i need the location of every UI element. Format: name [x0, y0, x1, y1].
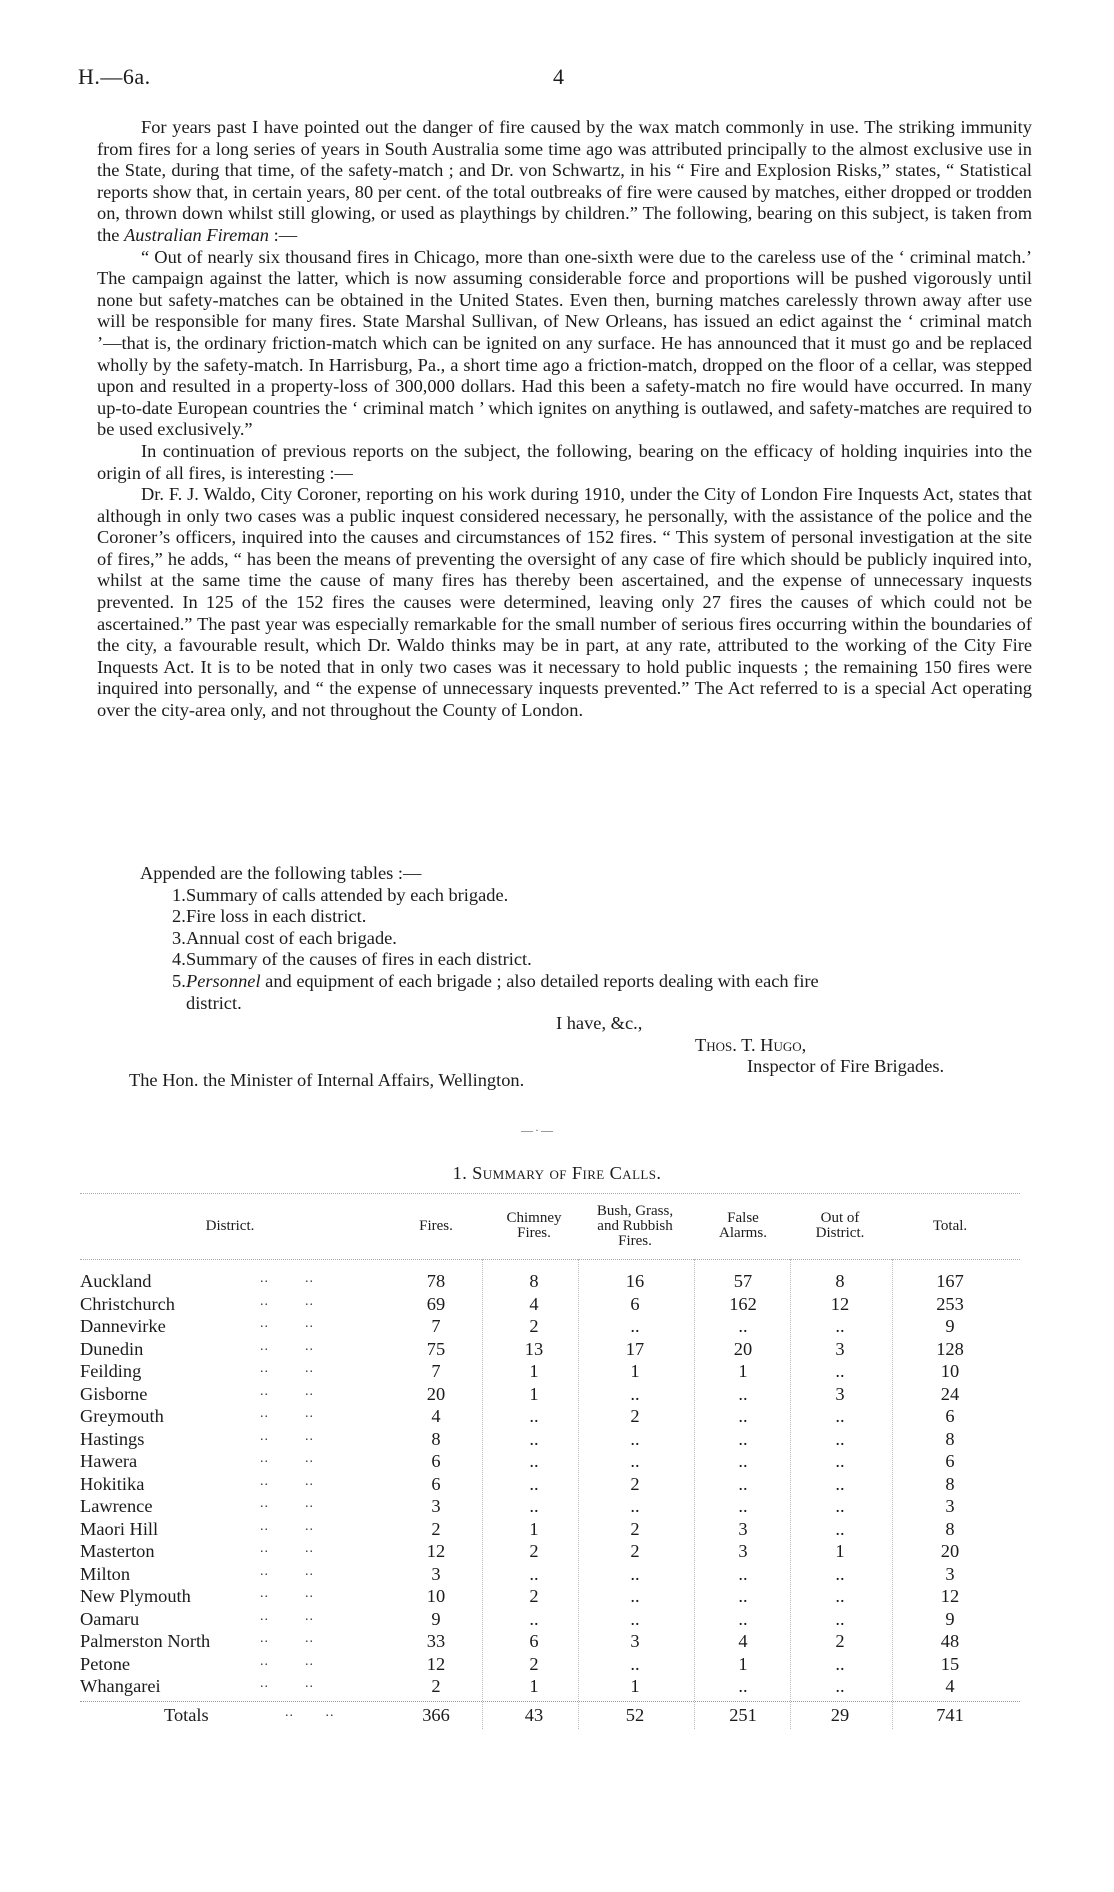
cell-total: 12: [940, 1586, 960, 1606]
fire-calls-table: [80, 1195, 1020, 1729]
paragraph-chicago-quote: “ Out of nearly six thousand fires in Chicago, more than one-sixth were due to the careless use of the ‘ criminal match.’ The campaign against the latter, which is now assuming considerable force and proportions will be pushed vigorously until none but safety-matches can be obtained in the United States. Even then, burning matches carelessly thrown away after use will be responsible for many fires. State Marshal Sullivan, of New Orleans, has issued an edict against the ‘ criminal match ’—that is, the ordinary friction-match which can be ignited on any surface. He has announced that it must go and be replaced wholly by the safety-match. In Harrisburg, Pa., a short time ago a friction-match, dropped on the floor of a cellar, was stepped upon and resulted in a property-loss of 300,000 dollars. Had this been a safety-match no fire would have occurred. In many up-to-date European countries the ‘ criminal match ’ which ignites on anything is outlawed, and safety-matches are required to be used exclusively.”: [97, 246, 1032, 440]
signoff-closing: I have, &c.,: [556, 1013, 643, 1033]
header-fires: Fires.: [419, 1217, 453, 1234]
cell-total: 10: [940, 1361, 960, 1381]
addressee: The Hon. the Minister of Internal Affairs, Wellington.: [129, 1070, 525, 1090]
leader-dots: .. ..: [260, 1541, 314, 1556]
leader-dots: .. ..: [260, 1608, 314, 1624]
cell-false-alarms: 162: [729, 1293, 757, 1314]
cell-fires: 6: [431, 1451, 441, 1471]
list-item-continuation: district.: [186, 992, 242, 1013]
cell-district: Dunedin: [80, 1338, 144, 1359]
cell-district: Maori Hill: [80, 1518, 159, 1539]
cell-bush: ..: [630, 1451, 640, 1471]
header-bush-line: Bush, Grass,: [596, 1202, 674, 1219]
cell-out-of-district: 2: [835, 1631, 845, 1651]
cell-chimney: 1: [529, 1383, 539, 1404]
list-item-text: Summary of the causes of fires in each district.: [186, 949, 532, 970]
leader-dots: .. ..: [260, 1383, 314, 1399]
table-row: [80, 1361, 1020, 1384]
cell-total: 8: [945, 1473, 955, 1494]
cell-false-alarms: ..: [738, 1451, 748, 1471]
cell-district: Auckland: [80, 1271, 152, 1291]
cell-bush: ..: [630, 1608, 640, 1629]
totals-rule: [80, 1701, 1020, 1702]
cell-false-alarms: 1: [738, 1361, 748, 1381]
tables-intro: Appended are the following tables :—: [140, 863, 422, 883]
cell-fires: 3: [431, 1496, 441, 1516]
cell-bush: ..: [630, 1428, 640, 1449]
cell-chimney: 2: [529, 1316, 539, 1336]
cell-district: Lawrence: [80, 1496, 153, 1516]
table-row: [80, 1519, 1020, 1542]
header-out-line: District.: [815, 1225, 865, 1241]
leader-dots: .. ..: [260, 1428, 314, 1444]
leader-dots: .. ..: [260, 1316, 314, 1331]
cell-district: Masterton: [80, 1541, 155, 1561]
cell-district: Christchurch: [80, 1293, 175, 1314]
cell-out-of-district: ..: [835, 1496, 845, 1516]
column-separator: [790, 1259, 791, 1729]
cell-false-alarms: ..: [738, 1608, 748, 1629]
cell-chimney: 1: [529, 1676, 539, 1696]
cell-out-of-district: ..: [835, 1608, 845, 1629]
cell-total: 6: [945, 1451, 955, 1471]
cell-total: 3: [945, 1496, 955, 1516]
leader-dots: .. ..: [260, 1653, 314, 1669]
table-row: [80, 1406, 1020, 1429]
leader-dots: .. ..: [285, 1704, 335, 1720]
column-separator: [578, 1259, 579, 1729]
leader-dots: .. ..: [260, 1293, 314, 1309]
cell-chimney: ..: [529, 1496, 539, 1516]
cell-fires: 4: [431, 1406, 441, 1426]
cell-chimney: ..: [529, 1563, 539, 1584]
source-title: Australian Fireman: [124, 224, 269, 245]
table-row: [80, 1316, 1020, 1339]
column-separator: [694, 1259, 695, 1729]
cell-out-of-district: ..: [835, 1653, 845, 1674]
table-row: [80, 1676, 1020, 1699]
cell-out-of-district: ..: [835, 1518, 845, 1539]
paragraph-inquiries: In continuation of previous reports on the subject, the following, bearing on the efficacy of holding inquiries into the origin of all fires, is interesting :—: [97, 440, 1032, 483]
cell-out-of-district: ..: [835, 1473, 845, 1494]
table-row: [80, 1654, 1020, 1677]
list-item: 5. Personnel and equipment of each brigade ; also detailed reports dealing with each fire district.: [172, 970, 819, 1013]
cell-false-alarms: ..: [738, 1383, 748, 1404]
cell-bush: 2: [630, 1541, 640, 1561]
cell-bush: 17: [625, 1338, 645, 1359]
cell-district: Greymouth: [80, 1406, 164, 1426]
totals-out-of-district: 29: [830, 1704, 850, 1725]
cell-fires: 7: [431, 1361, 441, 1381]
cell-out-of-district: 8: [835, 1271, 845, 1291]
page-number: 4: [553, 64, 564, 89]
cell-total: 4: [945, 1676, 955, 1696]
cell-false-alarms: ..: [738, 1428, 748, 1449]
list-item-text: Fire loss in each district.: [186, 906, 367, 927]
cell-chimney: 4: [529, 1293, 539, 1314]
cell-district: Whangarei: [80, 1676, 161, 1696]
header-false-line: Alarms.: [719, 1225, 767, 1241]
leader-dots: .. ..: [260, 1473, 314, 1489]
cell-chimney: ..: [529, 1406, 539, 1426]
cell-out-of-district: 12: [830, 1293, 850, 1314]
cell-bush: ..: [630, 1383, 640, 1404]
appended-tables-list: [140, 863, 1040, 1014]
cell-total: 48: [940, 1631, 960, 1651]
cell-bush: 3: [630, 1631, 640, 1651]
cell-chimney: 2: [529, 1541, 539, 1561]
leader-dots: .. ..: [260, 1361, 314, 1376]
cell-fires: 9: [431, 1608, 441, 1629]
cell-out-of-district: 1: [835, 1541, 845, 1561]
table-row: [80, 1609, 1020, 1632]
list-item-emphasis: Personnel: [186, 970, 261, 991]
cell-chimney: 2: [529, 1586, 539, 1606]
header-false-alarms: [698, 1195, 788, 1257]
cell-district: Gisborne: [80, 1383, 148, 1404]
cell-bush: 2: [630, 1473, 640, 1494]
cell-out-of-district: ..: [835, 1563, 845, 1584]
cell-chimney: ..: [529, 1608, 539, 1629]
cell-out-of-district: ..: [835, 1316, 845, 1336]
cell-total: 8: [945, 1518, 955, 1539]
header-chimney: [490, 1195, 578, 1257]
list-item: 4. Summary of the causes of fires in each district.: [172, 949, 532, 970]
cell-out-of-district: 3: [835, 1383, 845, 1404]
totals-false-alarms: 251: [729, 1704, 757, 1725]
header-bush: [580, 1195, 690, 1257]
cell-false-alarms: ..: [738, 1676, 748, 1696]
cell-out-of-district: ..: [835, 1586, 845, 1606]
list-item-text-wrap: [176, 971, 819, 1014]
header-bush-line: and Rubbish: [597, 1217, 673, 1234]
totals-total: 741: [936, 1704, 964, 1725]
cell-false-alarms: 57: [733, 1271, 753, 1291]
cell-fires: 78: [426, 1271, 446, 1291]
cell-total: 15: [940, 1653, 960, 1674]
cell-district: Feilding: [80, 1361, 142, 1381]
cell-total: 167: [936, 1271, 964, 1291]
cell-fires: 75: [426, 1338, 446, 1359]
cell-false-alarms: 4: [738, 1631, 748, 1651]
header-chimney-line: Chimney: [506, 1210, 562, 1226]
cell-out-of-district: ..: [835, 1451, 845, 1471]
cell-bush: ..: [630, 1496, 640, 1516]
leader-dots: .. ..: [260, 1496, 314, 1511]
cell-district: New Plymouth: [80, 1586, 191, 1606]
leader-dots: .. ..: [260, 1676, 314, 1691]
leader-dots: .. ..: [260, 1631, 314, 1646]
table-row: [80, 1586, 1020, 1609]
table-row: [80, 1631, 1020, 1654]
header-false-line: False: [727, 1210, 759, 1226]
cell-fires: 6: [431, 1473, 441, 1494]
leader-dots: .. ..: [260, 1406, 314, 1421]
cell-fires: 12: [426, 1541, 446, 1561]
leader-dots: .. ..: [260, 1518, 314, 1534]
list-item: 2. Fire loss in each district.: [172, 906, 367, 927]
cell-total: 128: [936, 1338, 964, 1359]
signoff-block: [530, 1013, 944, 1078]
column-separator: [892, 1259, 893, 1729]
cell-total: 3: [945, 1563, 955, 1584]
cell-fires: 7: [431, 1316, 441, 1336]
totals-label: Totals: [164, 1704, 209, 1725]
header-bottom-rule: [80, 1259, 1020, 1260]
totals-row: [80, 1705, 1020, 1729]
cell-fires: 3: [431, 1563, 441, 1584]
table-row: [80, 1429, 1020, 1452]
header-total: Total.: [932, 1217, 968, 1234]
cell-total: 24: [940, 1383, 960, 1404]
totals-bush: 52: [625, 1704, 645, 1725]
leader-dots: .. ..: [260, 1451, 314, 1466]
cell-chimney: ..: [529, 1473, 539, 1494]
table-row: [80, 1496, 1020, 1519]
signoff-name: Thos. T. Hugo,: [695, 1034, 807, 1055]
cell-out-of-district: ..: [835, 1428, 845, 1449]
cell-false-alarms: 3: [738, 1541, 748, 1561]
cell-chimney: ..: [529, 1451, 539, 1471]
cell-false-alarms: ..: [738, 1406, 748, 1426]
cell-out-of-district: ..: [835, 1406, 845, 1426]
list-item: 3. Annual cost of each brigade.: [172, 927, 397, 948]
paragraph-text-end: :—: [269, 224, 298, 245]
table-header: [80, 1195, 1020, 1257]
cell-out-of-district: ..: [835, 1676, 845, 1696]
cell-false-alarms: ..: [738, 1316, 748, 1336]
header-bush-line: Fires.: [618, 1232, 652, 1249]
cell-district: Oamaru: [80, 1608, 140, 1629]
cell-bush: ..: [630, 1316, 640, 1336]
cell-district: Palmerston North: [80, 1631, 211, 1651]
cell-fires: 2: [431, 1676, 441, 1696]
column-separator: [482, 1259, 483, 1729]
cell-district: Petone: [80, 1653, 131, 1674]
cell-fires: 10: [426, 1586, 446, 1606]
list-item-text: Summary of calls attended by each brigade.: [186, 884, 509, 905]
table-row: [80, 1384, 1020, 1407]
cell-total: 20: [940, 1541, 960, 1561]
cell-fires: 20: [426, 1383, 446, 1404]
list-item-text: Annual cost of each brigade.: [186, 927, 397, 948]
cell-out-of-district: ..: [835, 1361, 845, 1381]
header-out-line: Out of: [820, 1210, 860, 1226]
paragraph-waldo-report: Dr. F. J. Waldo, City Coroner, reporting on his work during 1910, under the City of London Fire Inquests Act, states that although in only two cases was a public inquest considered necessary, he personally, with the assistance of the police and the Coroner’s officers, inquired into the causes and circumstances of 152 fires. “ This system of personal investigation at the site of fires,” he adds, “ has been the means of preventing the oversight of any case of fire which should be publicly inquired into, whilst at the same time the cause of many fires has thereby been ascertained, and the expense of unnecessary inquests prevented. In 125 of the 152 fires the causes were determined, leaving only 27 fires the causes of which could not be ascertained.” The past year was especially remarkable for the small number of serious fires occurring within the boundaries of the city, a favourable result, which Dr. Waldo thinks may be in part, at any rate, attributed to the working of the City Fire Inquests Act. It is to be noted that in only two cases was it necessary to hold public inquests ; the remaining 150 fires were inquired into personally, and “ the expense of unnecessary inquests prevented.” The Act referred to is a special Act operating over the city-area only, and not throughout the County of London.: [97, 484, 1032, 721]
header-out-of-district: [792, 1195, 888, 1257]
cell-district: Milton: [80, 1563, 131, 1584]
cell-chimney: 1: [529, 1361, 539, 1381]
cell-false-alarms: ..: [738, 1563, 748, 1584]
table-row: [80, 1474, 1020, 1497]
cell-chimney: 1: [529, 1518, 539, 1539]
table-top-rule: [80, 1193, 1020, 1194]
cell-fires: 33: [426, 1631, 446, 1651]
cell-fires: 69: [426, 1293, 446, 1314]
cell-district: Hastings: [80, 1428, 145, 1449]
cell-fires: 2: [431, 1518, 441, 1539]
cell-total: 8: [945, 1428, 955, 1449]
table-body: [80, 1271, 1020, 1699]
cell-bush: 1: [630, 1676, 640, 1696]
cell-fires: 8: [431, 1428, 441, 1449]
cell-bush: 6: [630, 1293, 640, 1314]
document-reference: H.—6a.: [78, 64, 151, 89]
header-chimney-line: Fires.: [517, 1225, 551, 1241]
table-row: [80, 1294, 1020, 1317]
totals-fires: 366: [422, 1704, 450, 1725]
cell-chimney: 8: [529, 1271, 539, 1291]
tables-ordered-list: [140, 885, 1040, 1015]
cell-false-alarms: 20: [733, 1338, 753, 1359]
cell-false-alarms: 1: [738, 1653, 748, 1674]
cell-fires: 12: [426, 1653, 446, 1674]
cell-false-alarms: 3: [738, 1518, 748, 1539]
header-district: District.: [205, 1217, 255, 1234]
cell-out-of-district: 3: [835, 1338, 845, 1359]
cell-bush: ..: [630, 1586, 640, 1606]
table-row: [80, 1271, 1020, 1294]
cell-false-alarms: ..: [738, 1586, 748, 1606]
report-body: [97, 117, 1032, 722]
leader-dots: .. ..: [260, 1586, 314, 1601]
cell-total: 253: [936, 1293, 964, 1314]
table-row: [80, 1339, 1020, 1362]
cell-district: Dannevirke: [80, 1316, 166, 1336]
cell-chimney: 6: [529, 1631, 539, 1651]
cell-bush: 2: [630, 1406, 640, 1426]
cell-bush: ..: [630, 1653, 640, 1674]
list-item: 1. Summary of calls attended by each brigade.: [172, 884, 509, 905]
paragraph-text: For years past I have pointed out the danger of fire caused by the wax match commonly in use. The striking immunity from fires for a long series of years in South Australia some time ago was attributed principally to the almost exclusive use in the State, during that time, of the safety-match ; and Dr. von Schwartz, in his “ Fire and Explosion Risks,” states, “ Statistical reports show that, in certain years, 80 per cent. of the total outbreaks of fire were caused by matches, either dropped or trodden on, thrown down whilst still glowing, or used as playthings by children.” The following, bearing on this subject, is taken from the: [97, 117, 1032, 245]
cell-total: 9: [945, 1316, 955, 1336]
cell-chimney: 2: [529, 1653, 539, 1674]
cell-chimney: ..: [529, 1428, 539, 1449]
list-item-text: and equipment of each brigade ; also detailed reports dealing with each fire: [260, 970, 819, 991]
cell-false-alarms: ..: [738, 1496, 748, 1516]
totals-chimney: 43: [524, 1704, 544, 1725]
cell-bush: 16: [625, 1271, 645, 1291]
cell-false-alarms: ..: [738, 1473, 748, 1494]
divider-flourish: —·—: [521, 1123, 555, 1137]
cell-total: 9: [945, 1608, 955, 1629]
table-row: [80, 1451, 1020, 1474]
table-row: [80, 1541, 1020, 1564]
paragraph-wax-match: [97, 117, 1032, 247]
cell-bush: ..: [630, 1563, 640, 1584]
table-row: [80, 1564, 1020, 1587]
table-title: 1. Summary of Fire Calls.: [452, 1163, 662, 1183]
cell-total: 6: [945, 1406, 955, 1426]
cell-district: Hawera: [80, 1451, 138, 1471]
leader-dots: .. ..: [260, 1338, 314, 1354]
cell-bush: 2: [630, 1518, 640, 1539]
cell-chimney: 13: [524, 1338, 544, 1359]
leader-dots: .. ..: [260, 1271, 314, 1286]
cell-bush: 1: [630, 1361, 640, 1381]
leader-dots: .. ..: [260, 1563, 314, 1579]
cell-district: Hokitika: [80, 1473, 145, 1494]
signoff-title: Inspector of Fire Brigades.: [747, 1056, 945, 1077]
